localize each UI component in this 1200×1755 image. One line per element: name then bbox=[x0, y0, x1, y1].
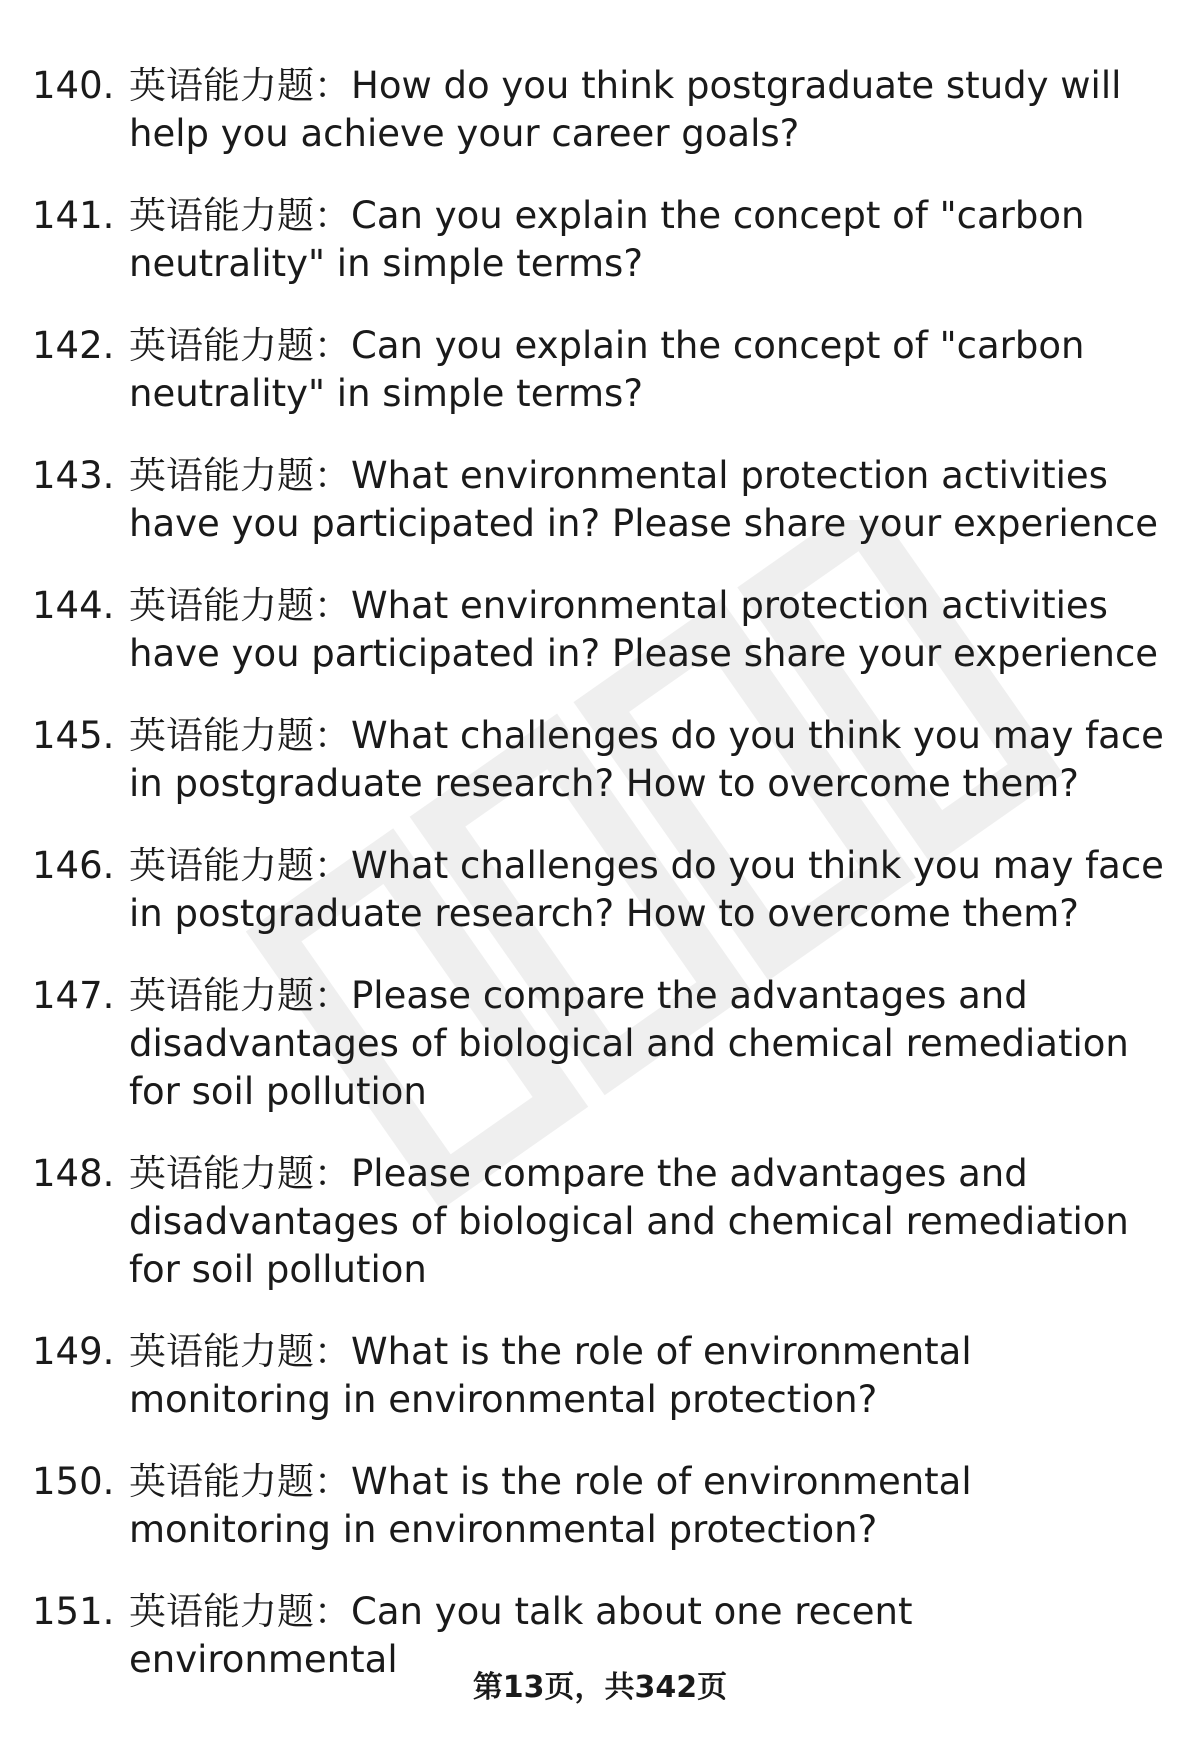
question-item bbox=[32, 1458, 1172, 1554]
question-item bbox=[32, 1150, 1172, 1294]
question-text: What challenges do you think you may face in postgraduate research? How to overcome them? bbox=[129, 714, 1164, 805]
question-item bbox=[32, 322, 1172, 418]
question-item bbox=[32, 972, 1172, 1116]
question-number: 145. bbox=[32, 714, 115, 757]
question-item bbox=[32, 452, 1172, 548]
question-item bbox=[32, 1328, 1172, 1424]
question-text: What is the role of environmental monitoring in environmental protection? bbox=[129, 1330, 972, 1421]
question-number: 142. bbox=[32, 324, 115, 367]
question-text: Can you talk about one recent environmental bbox=[129, 1590, 913, 1681]
question-list bbox=[32, 62, 1172, 1718]
question-number: 150. bbox=[32, 1460, 115, 1503]
question-text: What environmental protection activities have you participated in? Please share your experience bbox=[129, 454, 1159, 545]
page-indicator: 第13页，共342页 bbox=[472, 1670, 728, 1705]
question-number: 147. bbox=[32, 974, 115, 1017]
question-text: How do you think postgraduate study will help you achieve your career goals? bbox=[129, 64, 1122, 155]
question-text: Please compare the advantages and disadvantages of biological and chemical remediation for soil pollution bbox=[129, 974, 1129, 1113]
question-text: What is the role of environmental monitoring in environmental protection? bbox=[129, 1460, 972, 1551]
question-text: Can you explain the concept of "carbon neutrality" in simple terms? bbox=[129, 324, 1085, 415]
question-number: 149. bbox=[32, 1330, 115, 1373]
question-text: What environmental protection activities have you participated in? Please share your experience bbox=[129, 584, 1159, 675]
question-number: 143. bbox=[32, 454, 115, 497]
question-prefix: 英语能力题： bbox=[129, 194, 351, 237]
question-prefix: 英语能力题： bbox=[129, 584, 351, 627]
question-item bbox=[32, 62, 1172, 158]
question-number: 146. bbox=[32, 844, 115, 887]
question-prefix: 英语能力题： bbox=[129, 1460, 351, 1503]
question-number: 140. bbox=[32, 64, 115, 107]
question-number: 148. bbox=[32, 1152, 115, 1195]
question-item bbox=[32, 712, 1172, 808]
question-text: Can you explain the concept of "carbon neutrality" in simple terms? bbox=[129, 194, 1085, 285]
question-text: What challenges do you think you may face in postgraduate research? How to overcome them? bbox=[129, 844, 1164, 935]
question-prefix: 英语能力题： bbox=[129, 844, 351, 887]
question-text: Please compare the advantages and disadvantages of biological and chemical remediation for soil pollution bbox=[129, 1152, 1129, 1291]
question-prefix: 英语能力题： bbox=[129, 324, 351, 367]
question-item bbox=[32, 192, 1172, 288]
question-prefix: 英语能力题： bbox=[129, 454, 351, 497]
question-prefix: 英语能力题： bbox=[129, 1152, 351, 1195]
question-number: 141. bbox=[32, 194, 115, 237]
question-prefix: 英语能力题： bbox=[129, 64, 351, 107]
question-prefix: 英语能力题： bbox=[129, 974, 351, 1017]
question-prefix: 英语能力题： bbox=[129, 1330, 351, 1373]
question-item bbox=[32, 582, 1172, 678]
question-number: 151. bbox=[32, 1590, 115, 1633]
question-number: 144. bbox=[32, 584, 115, 627]
question-prefix: 英语能力题： bbox=[129, 1590, 351, 1633]
question-item bbox=[32, 842, 1172, 938]
question-prefix: 英语能力题： bbox=[129, 714, 351, 757]
